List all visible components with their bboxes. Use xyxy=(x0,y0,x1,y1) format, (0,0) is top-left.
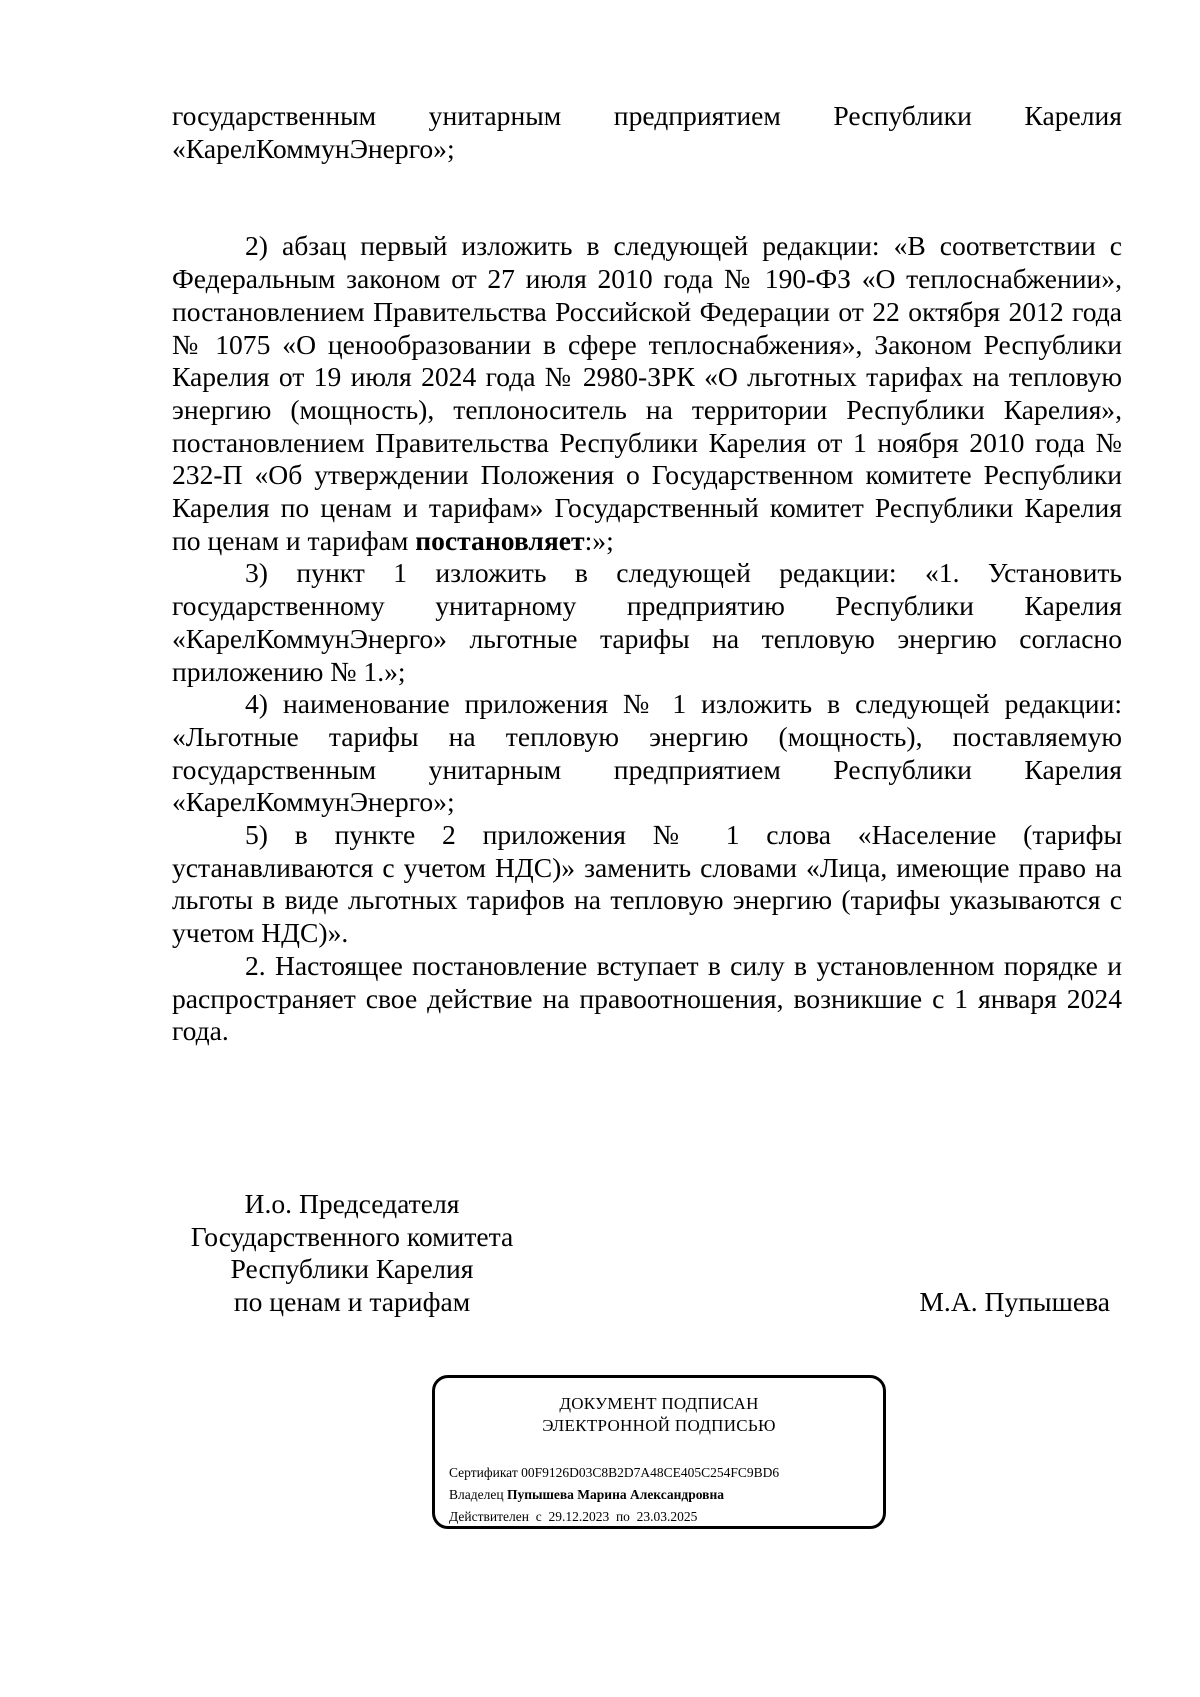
owner-value: Пупышева Марина Александровна xyxy=(506,1487,725,1502)
stamp-details xyxy=(449,1462,779,1528)
paragraph-item-5: 5) в пункте 2 приложения № 1 слова «Население (тарифы устанавливаются с учетом НДС)» заменить словами «Лица, имеющие право на льготы в виде льготных тарифов на тепловую энергию (тарифы указываются с учетом НДС)». xyxy=(172,819,1122,949)
stamp-owner-row xyxy=(449,1484,779,1506)
document-body xyxy=(172,100,1122,1048)
stamp-validity-row xyxy=(449,1506,779,1528)
signatory-title-line: Республики Карелия xyxy=(230,1253,474,1285)
paragraph-item-4: 4) наименование приложения № 1 изложить в следующей редакции: «Льготные тарифы на тепловую энергию (мощность), поставляемую государственным унитарным предприятием Республики Карелия «КарелКоммунЭнерго»; xyxy=(172,688,1122,818)
valid-to-prefix: по xyxy=(615,1509,630,1524)
certificate-value: 00F9126D03C8B2D7A48CE405C254FC9BD6 xyxy=(521,1465,780,1480)
paragraph-item-2-text: 2) абзац первый изложить в следующей редакции: «В соответствии с Федеральным законом от 27 июля 2010 года № 190-ФЗ «О теплоснабжении», постановлением Правительства Российской Федерации от 22 октября 2012 года № 1075 «О ценообразовании в сфере теплоснабжения», Законом Республики Карелия от 19 июля 2024 года № 2980-ЗРК «О льготных тарифах на тепловую энергию (мощность), теплоноситель на территории Республики Карелия», постановлением Правительства Республики Карелия от 1 ноября 2010 года № 232-П «Об утверждении Положения о Государственном комитете Республики Карелия по ценам и тарифам» Государственный комитет Республики Карелия по ценам и тарифам xyxy=(172,230,1122,556)
paragraph-item-2 xyxy=(172,230,1122,557)
signatory-title-line: Государственного комитета xyxy=(190,1220,514,1252)
stamp-heading-line: ЭЛЕКТРОННОЙ ПОДПИСЬЮ xyxy=(542,1416,776,1435)
paragraph-item-2-bold: постановляет xyxy=(415,524,585,556)
stamp-certificate-row xyxy=(449,1462,779,1484)
certificate-label: Сертификат xyxy=(449,1465,518,1480)
valid-to-date: 23.03.2025 xyxy=(636,1509,698,1524)
signatory-title-line: по ценам и тарифам xyxy=(233,1286,471,1318)
valid-from-date: 29.12.2023 xyxy=(548,1509,610,1524)
electronic-signature-stamp xyxy=(432,1375,886,1529)
paragraph-clause-2: 2. Настоящее постановление вступает в силу в установленном порядке и распространяет свое действие на правоотношения, возникшие с 1 января 2024 года. xyxy=(172,949,1122,1047)
paragraph-continuation: государственным унитарным предприятием Республики Карелия «КарелКоммунЭнерго»; xyxy=(172,100,1122,164)
signatory-title-line: И.о. Председателя xyxy=(244,1188,460,1219)
validity-label: Действителен xyxy=(449,1509,529,1524)
valid-from-prefix: с xyxy=(535,1509,542,1524)
signatory-title xyxy=(172,1188,532,1319)
signatory-name: М.А. Пупышева xyxy=(919,1286,1110,1317)
stamp-heading xyxy=(435,1393,883,1437)
paragraph-item-3: 3) пункт 1 изложить в следующей редакции: «1. Установить государственному унитарному предприятию Республики Карелия «КарелКоммунЭнерго» льготные тарифы на тепловую энергию согласно приложению № 1.»; xyxy=(172,557,1122,687)
owner-label: Владелец xyxy=(449,1487,504,1502)
signature-block xyxy=(172,1188,1122,1328)
paragraph-item-2-end: :»; xyxy=(584,524,614,556)
stamp-heading-line: ДОКУМЕНТ ПОДПИСАН xyxy=(559,1394,759,1413)
